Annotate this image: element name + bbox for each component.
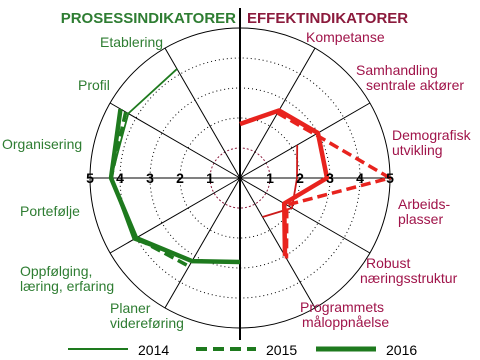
axis-label-programmets-m-loppn-else: Programmets måloppnåelse <box>300 299 390 330</box>
axis-label-organisering: Organisering <box>2 136 83 152</box>
tick-label-right-4: 4 <box>356 170 364 186</box>
tick-label-right-2: 2 <box>296 170 304 186</box>
legend-2015-label: 2015 <box>266 342 298 358</box>
tick-label-right-3: 3 <box>326 170 334 186</box>
tick-label-left-5: 5 <box>86 170 94 186</box>
series-layer <box>111 69 390 266</box>
axis-label-kompetanse: Kompetanse <box>306 29 385 45</box>
tick-label-left-3: 3 <box>146 170 154 186</box>
axis-label-portef-lje: Portefølje <box>20 203 80 219</box>
axis-label-planer-videref-ring: Planer videreføring <box>110 300 184 331</box>
series-right-2016 <box>240 111 327 256</box>
axis-label-profil: Profil <box>78 77 110 93</box>
spoke-150 <box>240 178 315 308</box>
spoke-60 <box>240 103 370 178</box>
spoke-240 <box>110 178 240 253</box>
axis-label-etablering: Etablering <box>100 34 164 50</box>
spoke-330 <box>165 48 240 178</box>
right-header: EFFEKTINDIKATORER <box>247 10 409 27</box>
series-left-2014 <box>111 69 192 261</box>
left-header: PROSESSINDIKATORER <box>60 10 236 27</box>
tick-label-right-1: 1 <box>266 170 274 186</box>
legend <box>68 342 417 358</box>
tick-label-left-4: 4 <box>116 170 124 186</box>
axis-label-demografisk-utvikling: Demografisk utvikling <box>392 127 471 158</box>
axis-label-samhandling-sentrale-akt-rer: Samhandling sentrale aktører <box>356 62 465 93</box>
spoke-210 <box>165 178 240 308</box>
axis-label-oppf-lging-l-ring-erfaring: Oppfølging, læring, erfaring <box>20 263 115 294</box>
legend-2016-label: 2016 <box>386 342 418 358</box>
tick-label-left-2: 2 <box>176 170 184 186</box>
tick-label-right-5: 5 <box>386 170 394 186</box>
spoke-300 <box>110 103 240 178</box>
legend-2014-label: 2014 <box>138 342 170 358</box>
axis-label-arbeids-plasser: Arbeids-plasser <box>398 196 451 227</box>
axis-label-robust-n-ringsstruktur: Robust næringsstruktur <box>360 255 458 286</box>
tick-label-left-1: 1 <box>206 170 214 186</box>
